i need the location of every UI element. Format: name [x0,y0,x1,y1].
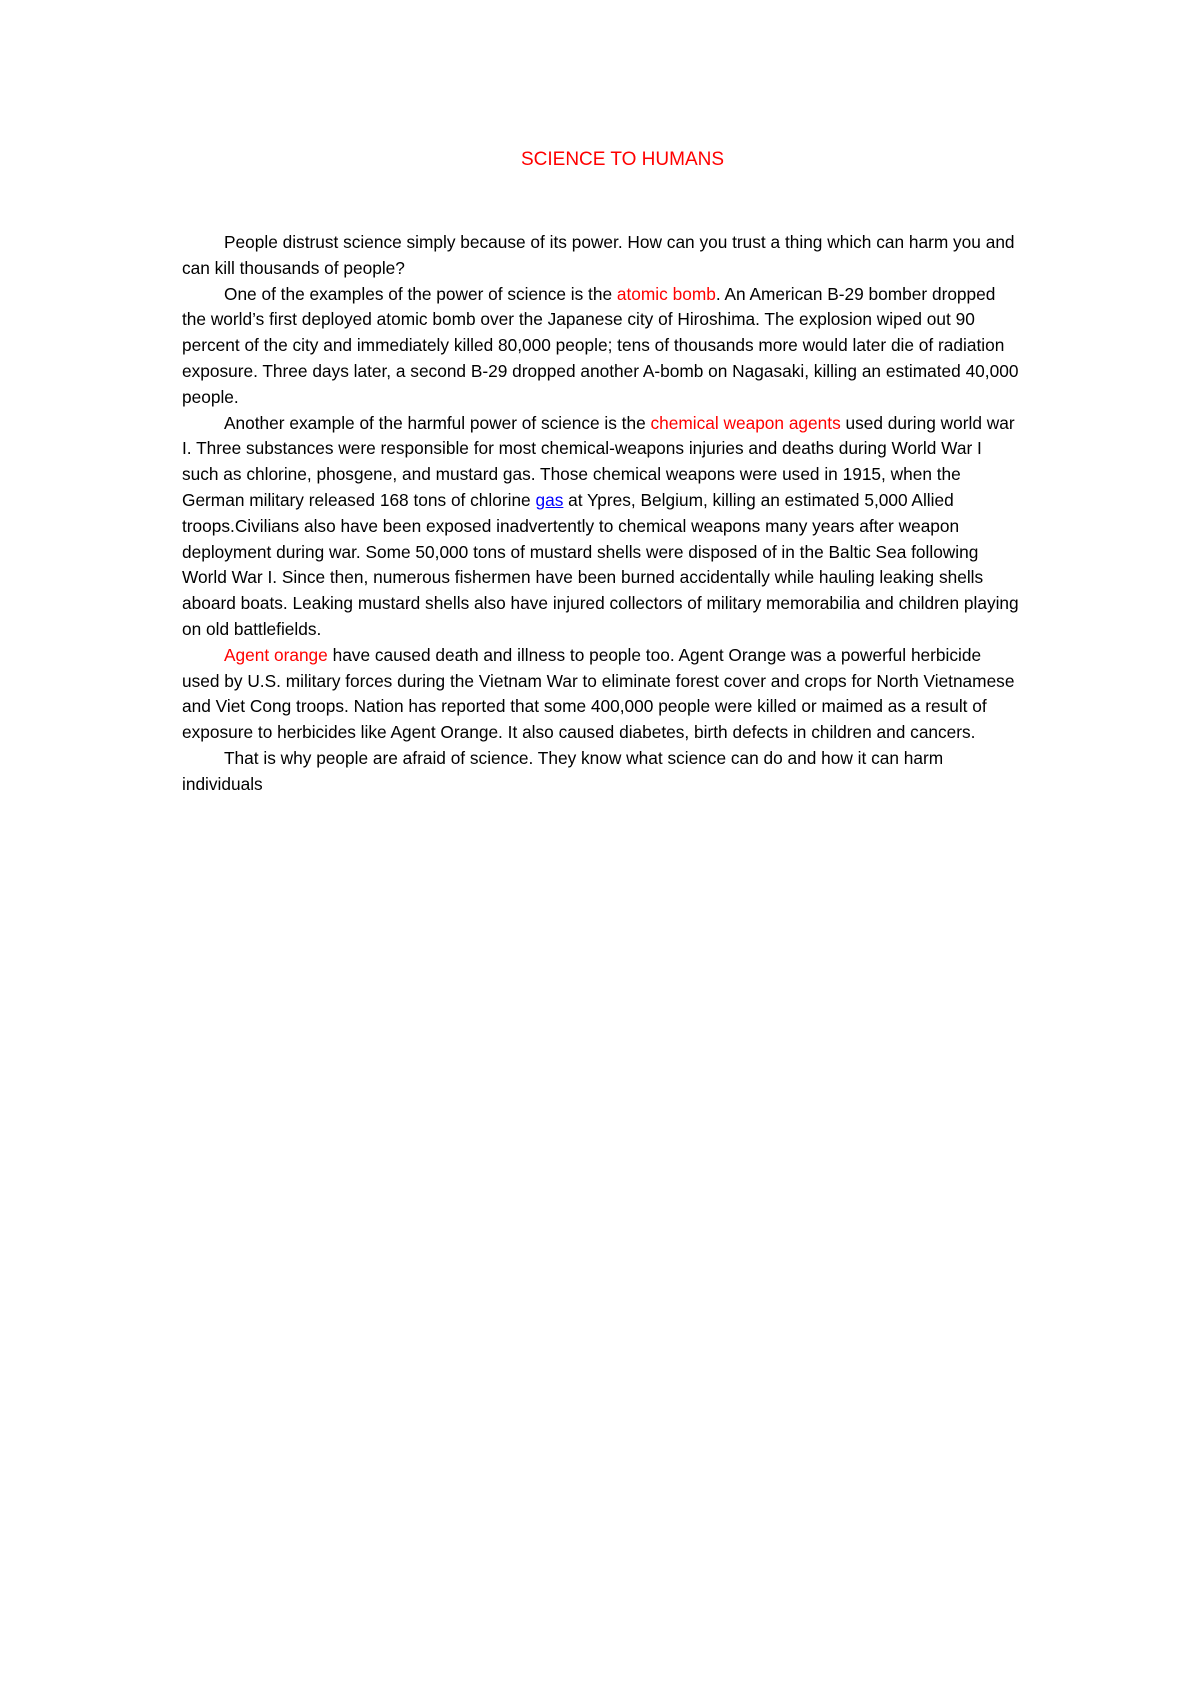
paragraph-3-lead: Another example of the harmful power of science is the [224,412,651,433]
paragraph-3-middle: used during world war I. Three substances were responsible for most chemical-weapons injuries and deaths during World War I such as chlorine, phosgene, and mustard gas. Those chemical weapons were used in 1915, when the German military released 168 tons of chlorine [182,412,1015,510]
document-body [182,230,1022,798]
paragraph-4-rest: have caused death and illness to people too. Agent Orange was a powerful herbicide used by U.S. military forces during the Vietnam War to eliminate forest cover and crops for North Vietnamese and Viet Cong troops. Nation has reported that some 400,000 people were killed or maimed as a result of exposure to herbicides like Agent Orange. It also caused diabetes, birth defects in children and cancers. [182,644,1015,743]
document-title: SCIENCE TO HUMANS [520,149,725,170]
paragraph-2-rest: . An American B-29 bomber dropped the world’s first deployed atomic bomb over the Japanese city of Hiroshima. The explosion wiped out 90 percent of the city and immediately killed 80,000 people; tens of thousands more would later die of radiation exposure. Three days later, a second B-29 dropped another A-bomb on Nagasaki, killing an estimated 40,000 people. [182,283,1019,407]
paragraph-1-text: People distrust science simply because of its power. How can you trust a thing which can harm you and can kill thousands of people? [182,232,1015,278]
paragraph-5 [182,746,1022,798]
gas-link[interactable]: gas [535,489,564,510]
paragraph-3-rest: at Ypres, Belgium, killing an estimated 5,000 Allied troops.Civilians also have been exposed inadvertently to chemical weapons many years after weapon deployment during war. Some 50,000 tons of mustard shells were disposed of in the Baltic Sea following World War I. Since then, numerous fishermen have been burned accidentally while hauling leaking shells aboard boats. Leaking mustard shells also have injured collectors of military memorabilia and children playing on old battlefields. [182,489,1019,639]
paragraph-2 [182,282,1022,411]
highlight-atomic-bomb: atomic bomb [616,283,716,304]
highlight-agent-orange: Agent orange [224,644,328,665]
paragraph-3 [182,411,1022,643]
paragraph-4 [182,643,1022,746]
paragraph-1 [182,230,1022,282]
paragraph-2-lead: One of the examples of the power of science is the [224,283,617,304]
highlight-chemical-weapon-agents: chemical weapon agents [650,412,841,433]
paragraph-5-text: That is why people are afraid of science. They know what science can do and how it can harm individuals [182,747,944,794]
